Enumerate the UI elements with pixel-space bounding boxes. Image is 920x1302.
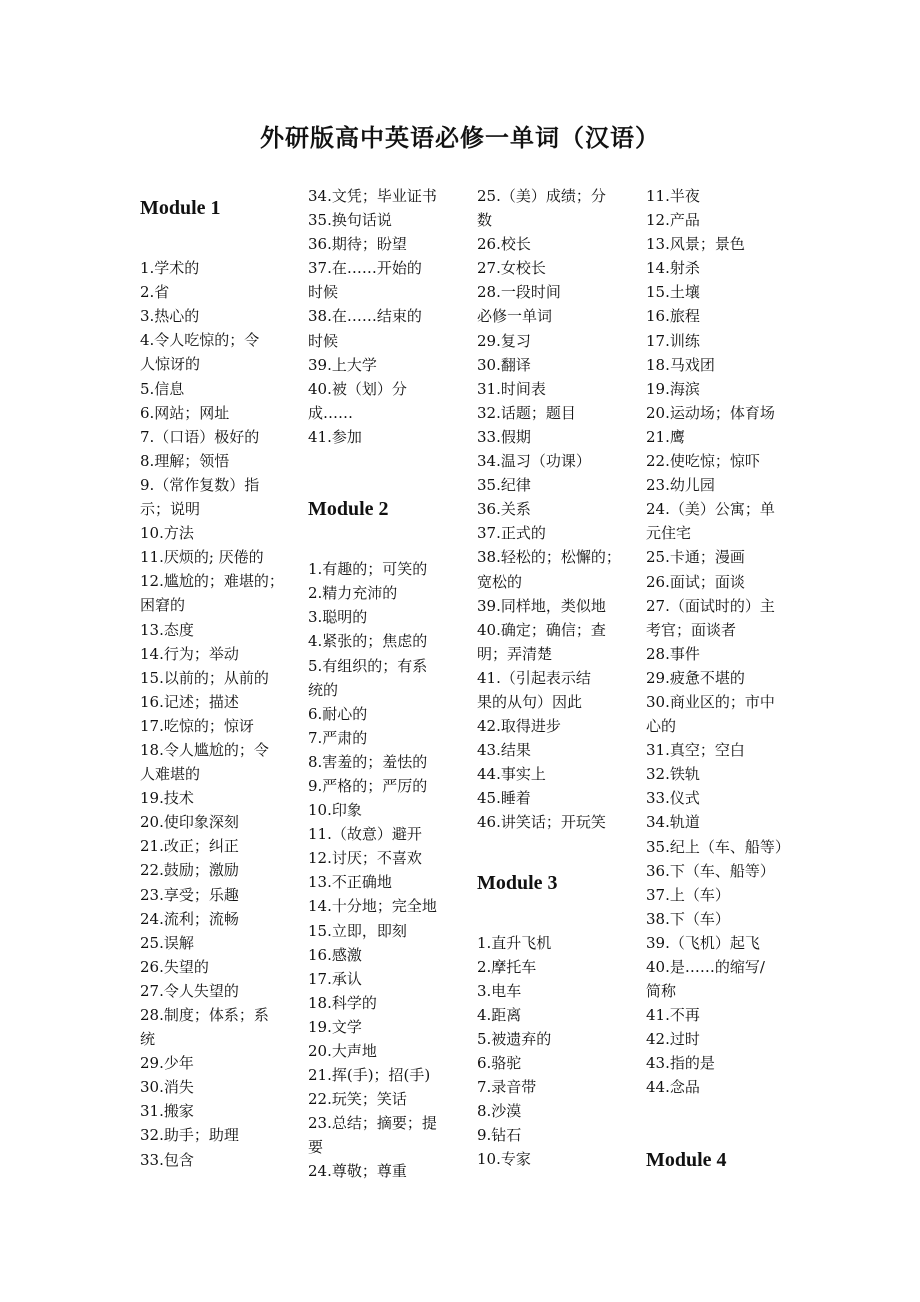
spacer bbox=[477, 835, 622, 871]
vocab-entry: 23.享受；乐趣 bbox=[140, 885, 239, 904]
vocab-entry: 21.挥(手)；招(手) bbox=[308, 1066, 431, 1085]
vocab-entry: 1.直升飞机 bbox=[477, 933, 552, 952]
vocab-entry: 15.立即，即刻 bbox=[308, 921, 407, 940]
vocab-entry: 10.印象 bbox=[308, 801, 362, 820]
vocab-entry: 22.使吃惊；惊吓 bbox=[646, 452, 760, 471]
vocab-entry: 28.事件 bbox=[646, 644, 700, 663]
column-4 bbox=[646, 184, 791, 1172]
vocab-entry: 15.土壤 bbox=[646, 283, 700, 302]
vocab-entry: 38.轻松的；松懈的； bbox=[477, 548, 621, 567]
vocab-entry: 5.有组织的；有系 bbox=[308, 656, 428, 675]
vocab-entry: 明；弄清楚 bbox=[477, 644, 553, 663]
vocab-entry: 25.误解 bbox=[140, 933, 194, 952]
vocab-entry: 人难堪的 bbox=[140, 765, 201, 784]
vocab-entry: 2.摩托车 bbox=[477, 957, 537, 976]
vocab-entry: 11.厌烦的; 厌倦的 bbox=[140, 548, 264, 567]
vocab-entry: 40.是……的缩写/ bbox=[646, 958, 765, 976]
vocab-entry: 25.（美）成绩；分 bbox=[477, 187, 606, 205]
vocab-entry: 24.尊敬；尊重 bbox=[308, 1162, 407, 1181]
vocab-entry: 必修一单词 bbox=[477, 307, 553, 326]
vocab-entry: 32.助手；助理 bbox=[140, 1126, 239, 1145]
vocab-entry: 11.（故意）避开 bbox=[308, 825, 422, 844]
vocab-entry: 人惊讶的 bbox=[140, 355, 201, 374]
vocab-entry: 40.被（划）分 bbox=[308, 379, 407, 398]
vocab-entry: 数 bbox=[477, 211, 493, 230]
vocab-entry: 3.聪明的 bbox=[308, 608, 368, 627]
vocab-entry: 33.假期 bbox=[477, 427, 531, 446]
vocab-entry: 12.讨厌；不喜欢 bbox=[308, 849, 422, 868]
vocab-entry: 8.理解；领悟 bbox=[140, 451, 230, 470]
vocab-entry: 35.换句话说 bbox=[308, 211, 392, 230]
vocab-entry: 41.（引起表示结 bbox=[477, 668, 591, 687]
vocab-entry: 17.吃惊的；惊讶 bbox=[140, 716, 254, 735]
vocab-entry: 19.海滨 bbox=[646, 379, 700, 398]
module-heading: Module 4 bbox=[646, 1148, 727, 1171]
vocab-entry: 4.紧张的；焦虑的 bbox=[308, 632, 428, 651]
vocab-entry: 宽松的 bbox=[477, 572, 523, 591]
vocab-entry: 27.女校长 bbox=[477, 259, 546, 278]
vocab-entry: 17.承认 bbox=[308, 969, 362, 988]
vocab-entry: 简称 bbox=[646, 982, 677, 1001]
vocab-entry: 29.少年 bbox=[140, 1054, 194, 1073]
vocab-entry: 20.运动场；体育场 bbox=[646, 403, 775, 422]
vocab-entry: 35.纪上（车、船等） bbox=[646, 837, 790, 856]
vocab-entry: 1.有趣的；可笑的 bbox=[308, 560, 428, 579]
vocab-entry: 时候 bbox=[308, 331, 339, 350]
vocab-entry: 36.下（车、船等） bbox=[646, 861, 775, 880]
module-heading: Module 2 bbox=[308, 498, 389, 521]
vocab-entry: 27.令人失望的 bbox=[140, 981, 239, 1000]
vocab-entry: 19.文学 bbox=[308, 1017, 362, 1036]
vocab-entry: 38.在……结束的 bbox=[308, 307, 422, 326]
page-title: 外研版高中英语必修一单词（汉语） bbox=[260, 123, 660, 152]
vocab-entry: 9.严格的；严厉的 bbox=[308, 776, 428, 795]
vocab-entry: 33.包含 bbox=[140, 1150, 194, 1169]
vocab-entry: 32.话题；题目 bbox=[477, 403, 576, 422]
vocab-entry: 7.（口语）极好的 bbox=[140, 427, 260, 446]
spacer bbox=[140, 220, 285, 256]
vocab-entry: 6.耐心的 bbox=[308, 704, 368, 723]
vocab-entry: 34.轨道 bbox=[646, 813, 700, 832]
vocab-entry: 9.（常作复数）指 bbox=[140, 475, 260, 494]
vocab-entry: 33.仪式 bbox=[646, 789, 700, 808]
vocab-entry: 12.尴尬的；难堪的； bbox=[140, 572, 284, 591]
vocab-entry: 17.训练 bbox=[646, 331, 700, 350]
vocab-entry: 36.期待；盼望 bbox=[308, 235, 407, 254]
vocab-entry: 42.过时 bbox=[646, 1030, 700, 1049]
vocab-entry: 统 bbox=[140, 1030, 156, 1049]
vocab-entry: 26.面试；面谈 bbox=[646, 572, 745, 591]
vocab-entry: 21.鹰 bbox=[646, 427, 685, 446]
vocab-entry: 23.幼儿园 bbox=[646, 476, 715, 495]
vocab-entry: 34.文凭；毕业证书 bbox=[308, 187, 437, 205]
vocab-entry: 要 bbox=[308, 1138, 324, 1157]
vocab-entry: 14.射杀 bbox=[646, 259, 700, 278]
vocab-entry: 37.上（车） bbox=[646, 885, 730, 904]
vocab-entry: 18.马戏团 bbox=[646, 355, 715, 374]
vocab-entry: 31.时间表 bbox=[477, 379, 546, 398]
vocab-entry: 14.行为；举动 bbox=[140, 644, 239, 663]
vocab-entry: 18.令人尴尬的；令 bbox=[140, 740, 269, 759]
vocab-entry: 统的 bbox=[308, 680, 339, 699]
vocab-entry: 27.（面试时的）主 bbox=[646, 596, 775, 615]
vocab-entry: 40.确定；确信；查 bbox=[477, 620, 606, 639]
vocab-entry: 1.学术的 bbox=[140, 259, 200, 278]
vocab-entry: 43.结果 bbox=[477, 741, 531, 760]
vocab-entry: 25.卡通；漫画 bbox=[646, 548, 745, 567]
vocab-entry: 28.制度；体系；系 bbox=[140, 1006, 269, 1024]
vocab-entry: 4.令人吃惊的；令 bbox=[140, 331, 260, 350]
vocab-entry: 示；说明 bbox=[140, 500, 201, 519]
vocab-entry: 14.十分地；完全地 bbox=[308, 897, 437, 916]
spacer bbox=[646, 1100, 791, 1148]
vocab-entry: 成…… bbox=[308, 403, 354, 422]
vocab-entry: 12.产品 bbox=[646, 211, 700, 230]
vocab-entry: 时候 bbox=[308, 283, 339, 302]
vocab-entry: 21.改正；纠正 bbox=[140, 837, 239, 856]
vocab-entry: 30.消失 bbox=[140, 1078, 194, 1097]
vocab-entry: 22.玩笑；笑话 bbox=[308, 1090, 407, 1109]
column-1 bbox=[140, 184, 285, 1172]
vocab-entry: 26.失望的 bbox=[140, 957, 209, 976]
vocab-entry: 考官；面谈者 bbox=[646, 620, 737, 639]
vocab-entry: 31.搬家 bbox=[140, 1102, 194, 1121]
vocab-entry: 30.商业区的；市中 bbox=[646, 692, 775, 711]
vocab-entry: 42.取得进步 bbox=[477, 717, 561, 736]
vocab-entry: 45.睡着 bbox=[477, 789, 531, 808]
vocab-entry: 39.上大学 bbox=[308, 355, 377, 374]
vocab-entry: 29.疲惫不堪的 bbox=[646, 668, 745, 687]
vocab-entry: 10.方法 bbox=[140, 524, 194, 543]
vocab-entry: 37.正式的 bbox=[477, 524, 546, 543]
vocab-entry: 16.旅程 bbox=[646, 307, 700, 326]
module-heading: Module 1 bbox=[140, 197, 221, 219]
vocab-entry: 4.距离 bbox=[477, 1005, 522, 1024]
vocab-entry: 16.感激 bbox=[308, 945, 362, 964]
vocab-entry: 6.网站；网址 bbox=[140, 403, 230, 422]
vocab-entry: 2.精力充沛的 bbox=[308, 584, 398, 603]
spacer bbox=[477, 895, 622, 931]
vocab-entry: 9.钻石 bbox=[477, 1126, 522, 1145]
vocab-entry: 22.鼓励；激励 bbox=[140, 861, 239, 880]
vocab-entry: 37.在……开始的 bbox=[308, 259, 422, 278]
vocab-entry: 39.同样地，类似地 bbox=[477, 596, 606, 615]
vocab-entry: 元住宅 bbox=[646, 524, 692, 543]
vocab-entry: 24.流利；流畅 bbox=[140, 909, 239, 928]
vocab-entry: 36.关系 bbox=[477, 500, 531, 519]
vocab-entry: 41.不再 bbox=[646, 1006, 700, 1025]
vocab-entry: 13.风景；景色 bbox=[646, 235, 745, 254]
vocab-entry: 2.省 bbox=[140, 283, 170, 302]
vocab-entry: 32.铁轨 bbox=[646, 765, 700, 784]
vocab-entry: 13.态度 bbox=[140, 620, 194, 639]
vocab-entry: 7.录音带 bbox=[477, 1078, 537, 1097]
vocab-entry: 43.指的是 bbox=[646, 1054, 715, 1073]
vocab-entry: 31.真空；空白 bbox=[646, 741, 745, 760]
vocab-entry: 44.念品 bbox=[646, 1078, 700, 1097]
vocab-entry: 23.总结；摘要；提 bbox=[308, 1114, 437, 1133]
vocab-entry: 44.事实上 bbox=[477, 765, 546, 784]
vocab-entry: 29.复习 bbox=[477, 331, 531, 350]
vocab-entry: 34.温习（功课） bbox=[477, 452, 591, 471]
spacer bbox=[308, 449, 453, 497]
vocab-entry: 19.技术 bbox=[140, 789, 194, 808]
column-2 bbox=[308, 184, 453, 1184]
vocab-entry: 20.大声地 bbox=[308, 1042, 377, 1060]
vocab-entry: 困窘的 bbox=[140, 596, 186, 615]
vocab-entry: 15.以前的；从前的 bbox=[140, 668, 269, 687]
vocab-entry: 46.讲笑话；开玩笑 bbox=[477, 813, 606, 832]
vocab-entry: 心的 bbox=[646, 717, 677, 736]
vocab-entry: 10.专家 bbox=[477, 1150, 531, 1169]
vocab-entry: 6.骆驼 bbox=[477, 1054, 522, 1073]
spacer bbox=[308, 521, 453, 557]
column-3 bbox=[477, 184, 622, 1172]
vocab-entry: 20.使印象深刻 bbox=[140, 813, 239, 832]
vocab-entry: 8.害羞的；羞怯的 bbox=[308, 752, 428, 771]
vocab-entry: 3.热心的 bbox=[140, 307, 200, 326]
vocab-entry: 5.被遗弃的 bbox=[477, 1030, 552, 1048]
vocab-entry: 果的从句）因此 bbox=[477, 692, 583, 711]
module-heading: Module 3 bbox=[477, 871, 558, 894]
vocab-entry: 18.科学的 bbox=[308, 993, 377, 1012]
vocab-entry: 28.一段时间 bbox=[477, 283, 561, 302]
vocab-entry: 26.校长 bbox=[477, 235, 531, 254]
vocab-entry: 13.不正确地 bbox=[308, 873, 392, 892]
vocab-entry: 3.电车 bbox=[477, 981, 522, 1000]
vocab-entry: 38.下（车） bbox=[646, 909, 730, 928]
vocab-entry: 5.信息 bbox=[140, 379, 185, 398]
vocab-entry: 41.参加 bbox=[308, 427, 362, 446]
vocab-entry: 11.半夜 bbox=[646, 187, 700, 205]
vocab-entry: 35.纪律 bbox=[477, 476, 531, 495]
vocab-entry: 8.沙漠 bbox=[477, 1102, 522, 1121]
vocab-entry: 7.严肃的 bbox=[308, 728, 368, 747]
vocab-entry: 39.（飞机）起飞 bbox=[646, 933, 760, 952]
vocab-entry: 24.（美）公寓；单 bbox=[646, 500, 775, 519]
vocab-entry: 30.翻译 bbox=[477, 355, 531, 374]
vocab-entry: 16.记述；描述 bbox=[140, 692, 239, 711]
